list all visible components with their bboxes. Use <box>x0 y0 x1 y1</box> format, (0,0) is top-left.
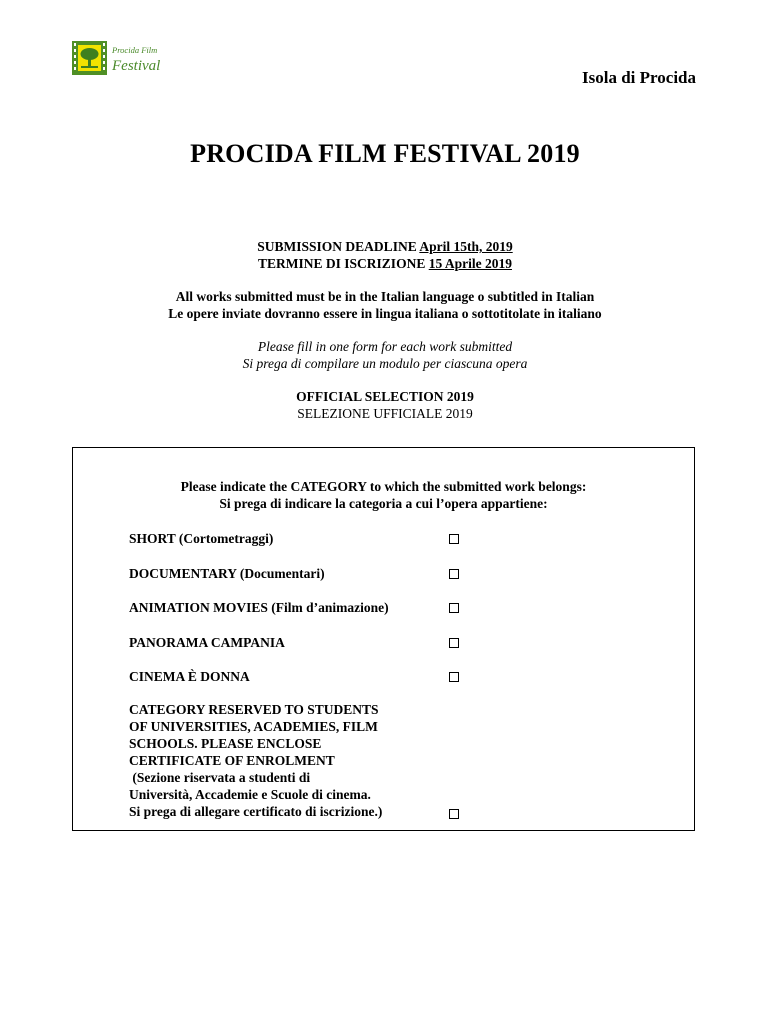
category-documentary-checkbox[interactable] <box>449 569 459 579</box>
category-panorama-campania-checkbox[interactable] <box>449 638 459 648</box>
category-short-checkbox[interactable] <box>449 534 459 544</box>
category-label: DOCUMENTARY (Documentari) <box>129 566 325 581</box>
selection-block <box>0 388 770 422</box>
deadline-it-label: TERMINE DI ISCRIZIONE <box>258 256 429 271</box>
category-label: SCHOOLS. PLEASE ENCLOSE <box>129 736 322 751</box>
fill-note-it: Si prega di compilare un modulo per ciascuna opera <box>242 356 528 371</box>
language-note <box>0 288 770 322</box>
category-label: ANIMATION MOVIES (Film d’animazione) <box>129 600 389 615</box>
category-label: CINEMA È DONNA <box>129 669 250 684</box>
deadline-it-date: 15 Aprile 2019 <box>428 256 512 271</box>
deadline-en-label: SUBMISSION DEADLINE <box>257 239 420 254</box>
festival-logo <box>72 41 168 75</box>
selection-it: SELEZIONE UFFICIALE 2019 <box>297 406 473 421</box>
category-animation <box>129 599 459 616</box>
fill-note <box>0 338 770 372</box>
category-header-it: Si prega di indicare la categoria a cui l’opera appartiene: <box>219 496 548 511</box>
category-short <box>129 530 459 547</box>
category-box <box>72 447 695 831</box>
category-label: SHORT (Cortometraggi) <box>129 531 274 546</box>
category-documentary <box>129 565 459 582</box>
category-label: PANORAMA CAMPANIA <box>129 635 285 650</box>
deadline-en-date: April 15th, 2019 <box>419 239 513 254</box>
category-label: Università, Accademie e Scuole di cinema. <box>129 787 371 802</box>
category-label: CERTIFICATE OF ENROLMENT <box>129 753 335 768</box>
language-note-en: All works submitted must be in the Italian language o subtitled in Italian <box>175 289 595 304</box>
category-cinema-e-donna-checkbox[interactable] <box>449 672 459 682</box>
category-label: (Sezione riservata a studenti di <box>129 770 311 785</box>
selection-en: OFFICIAL SELECTION 2019 <box>296 389 474 404</box>
deadline-block <box>0 238 770 272</box>
logo-line2: Festival <box>112 58 161 74</box>
fill-note-en: Please fill in one form for each work submitted <box>257 339 513 354</box>
category-cinema-e-donna <box>129 668 459 685</box>
film-strip-icon <box>72 41 107 75</box>
deadline-it <box>0 255 770 272</box>
category-header <box>73 478 694 512</box>
category-label: OF UNIVERSITIES, ACADEMIES, FILM <box>129 719 378 734</box>
category-panorama-campania <box>129 634 459 651</box>
location-label: Isola di Procida <box>582 68 696 87</box>
category-label: CATEGORY RESERVED TO STUDENTS <box>129 702 379 717</box>
logo-line1: Procida Film <box>112 45 158 55</box>
category-animation-checkbox[interactable] <box>449 603 459 613</box>
deadline-en <box>0 238 770 255</box>
category-header-en: Please indicate the CATEGORY to which the submitted work belongs: <box>180 479 587 494</box>
language-note-it: Le opere inviate dovranno essere in lingua italiana o sottotitolate in italiano <box>168 306 602 321</box>
page-title: PROCIDA FILM FESTIVAL 2019 <box>190 139 580 168</box>
category-students-checkbox[interactable] <box>449 809 459 819</box>
category-label: Si prega di allegare certificato di iscrizione.) <box>129 804 383 819</box>
category-students <box>129 701 459 820</box>
